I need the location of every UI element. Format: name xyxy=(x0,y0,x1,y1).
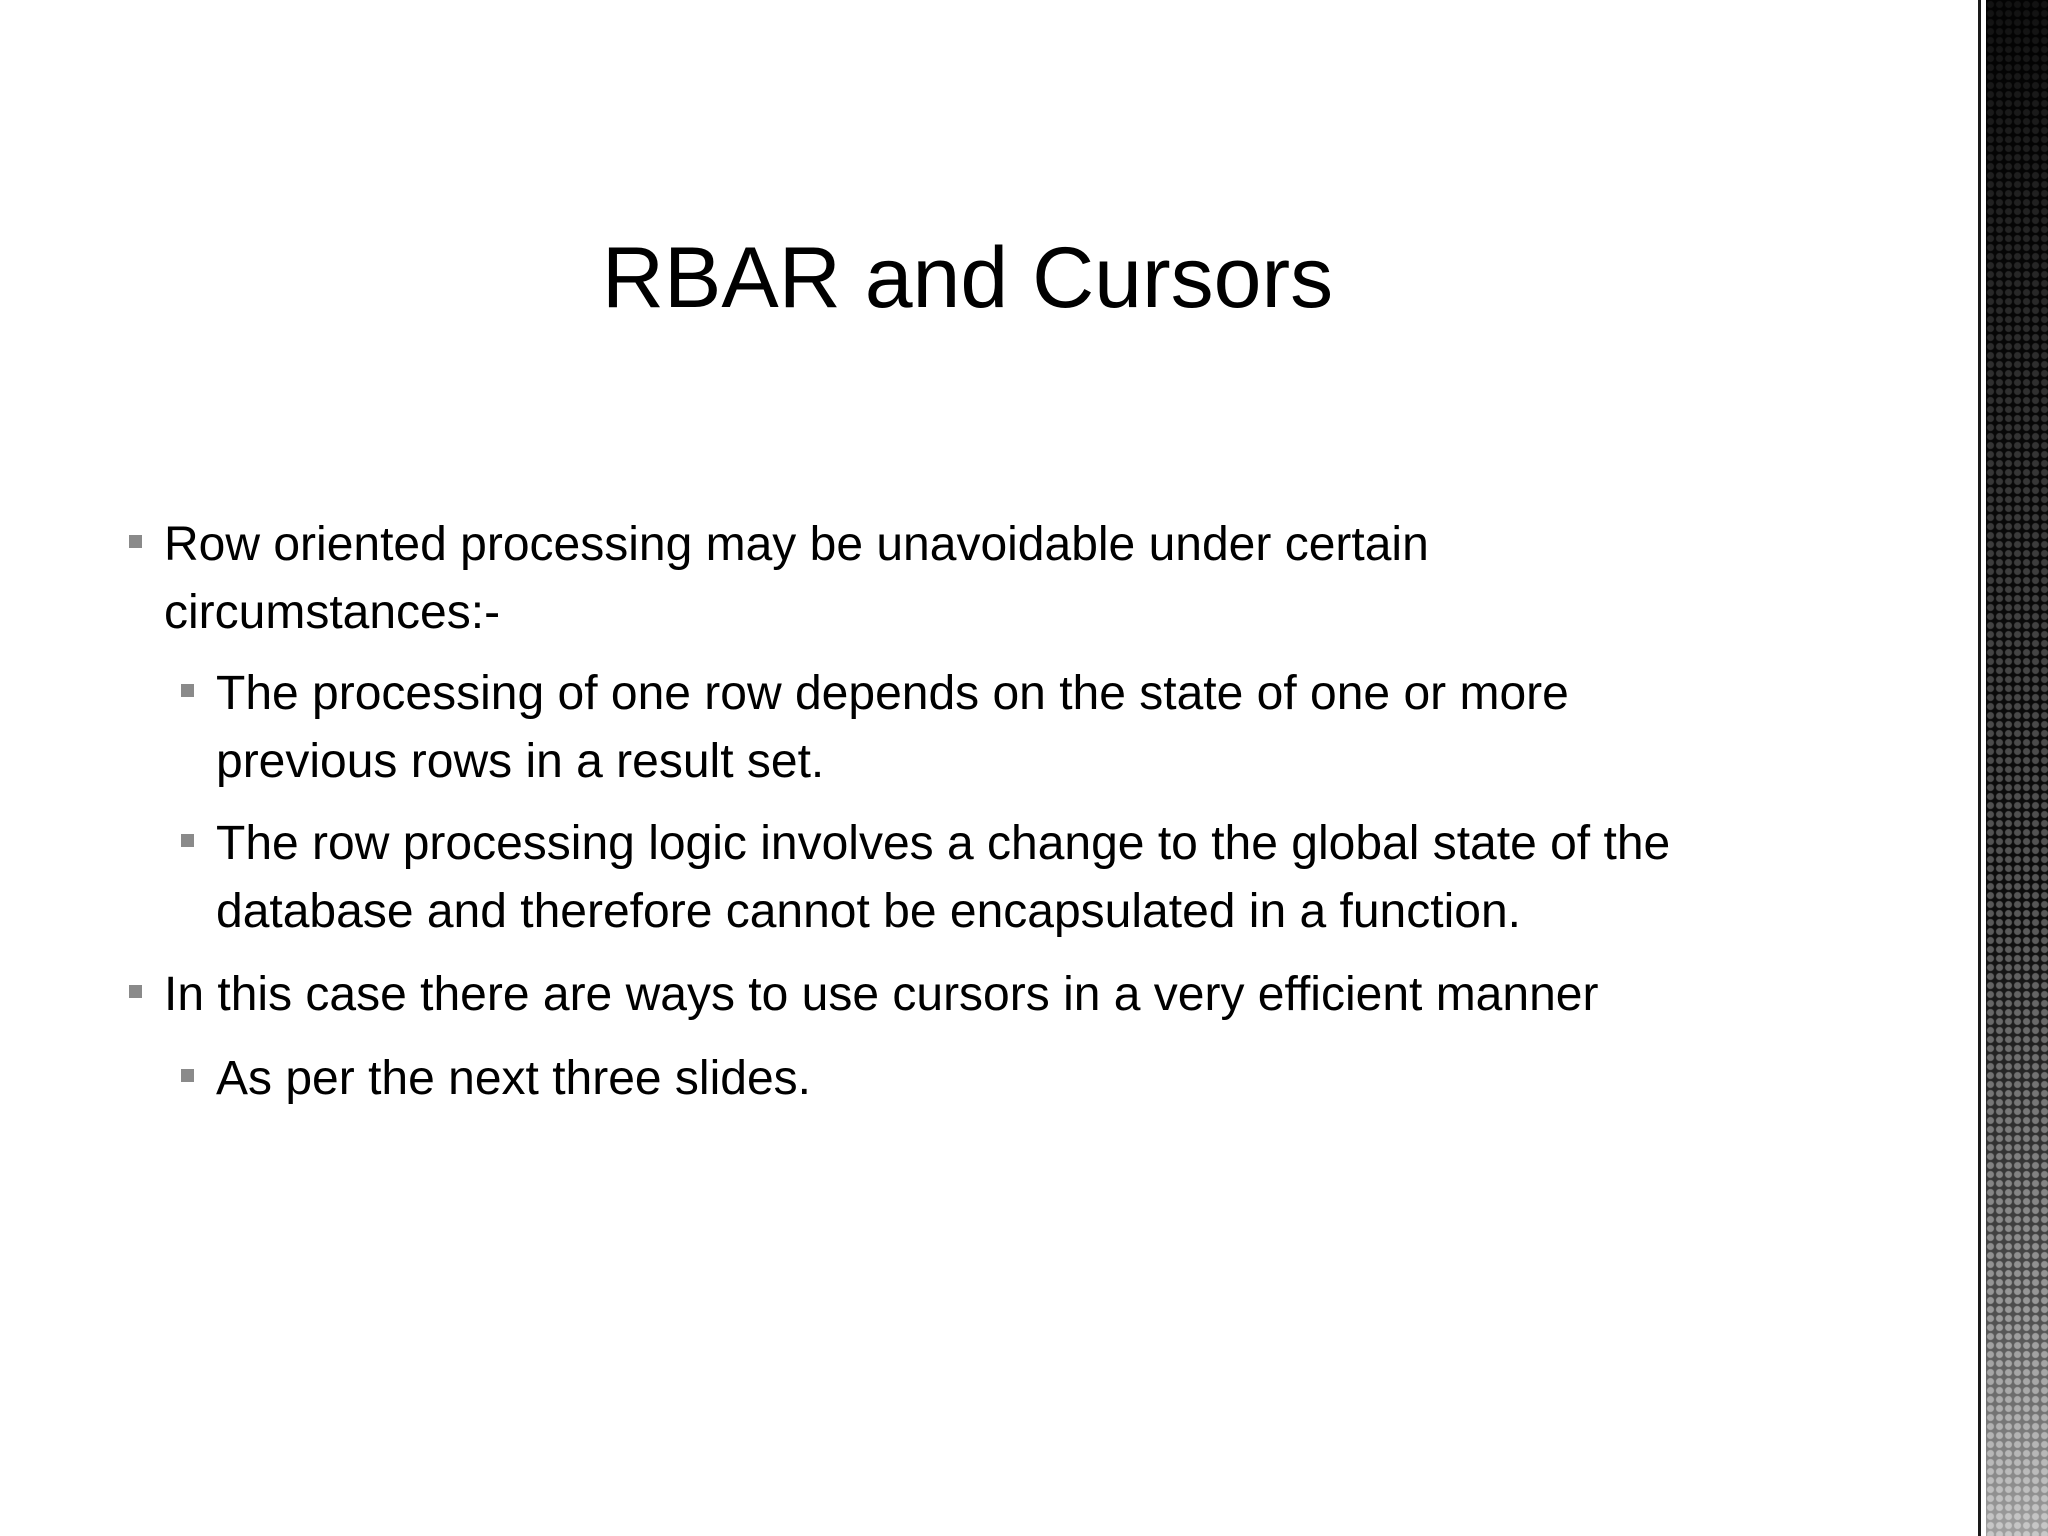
bullet-line: In this case there are ways to use cursors in a very efficient manner xyxy=(164,968,1599,1021)
bullet-item-1 xyxy=(164,511,1784,647)
bullet-item-2 xyxy=(216,660,1816,796)
bullet-item-5 xyxy=(216,1045,1816,1113)
band-divider-line xyxy=(1978,0,1981,1536)
square-bullet-icon xyxy=(181,1069,194,1082)
bullet-line: circumstances:- xyxy=(164,586,501,639)
square-bullet-icon xyxy=(129,535,142,548)
slide-title: RBAR and Cursors xyxy=(601,230,1334,326)
bullet-line: database and therefore cannot be encapsulated in a function. xyxy=(216,885,1521,938)
bullet-line: The row processing logic involves a change to the global state of the xyxy=(216,817,1671,870)
bullet-item-3 xyxy=(216,810,1816,946)
bullet-line: As per the next three slides. xyxy=(216,1052,811,1105)
decorative-side-band xyxy=(1978,0,2048,1536)
bullet-line: The processing of one row depends on the state of one or more xyxy=(216,667,1569,720)
square-bullet-icon xyxy=(181,834,194,847)
band-gradient-overlay xyxy=(1986,0,2048,1536)
square-bullet-icon xyxy=(129,985,142,998)
bullet-line: previous rows in a result set. xyxy=(216,735,825,788)
square-bullet-icon xyxy=(181,684,194,697)
bullet-line: Row oriented processing may be unavoidable under certain xyxy=(164,518,1429,571)
bullet-item-4 xyxy=(164,961,1784,1029)
